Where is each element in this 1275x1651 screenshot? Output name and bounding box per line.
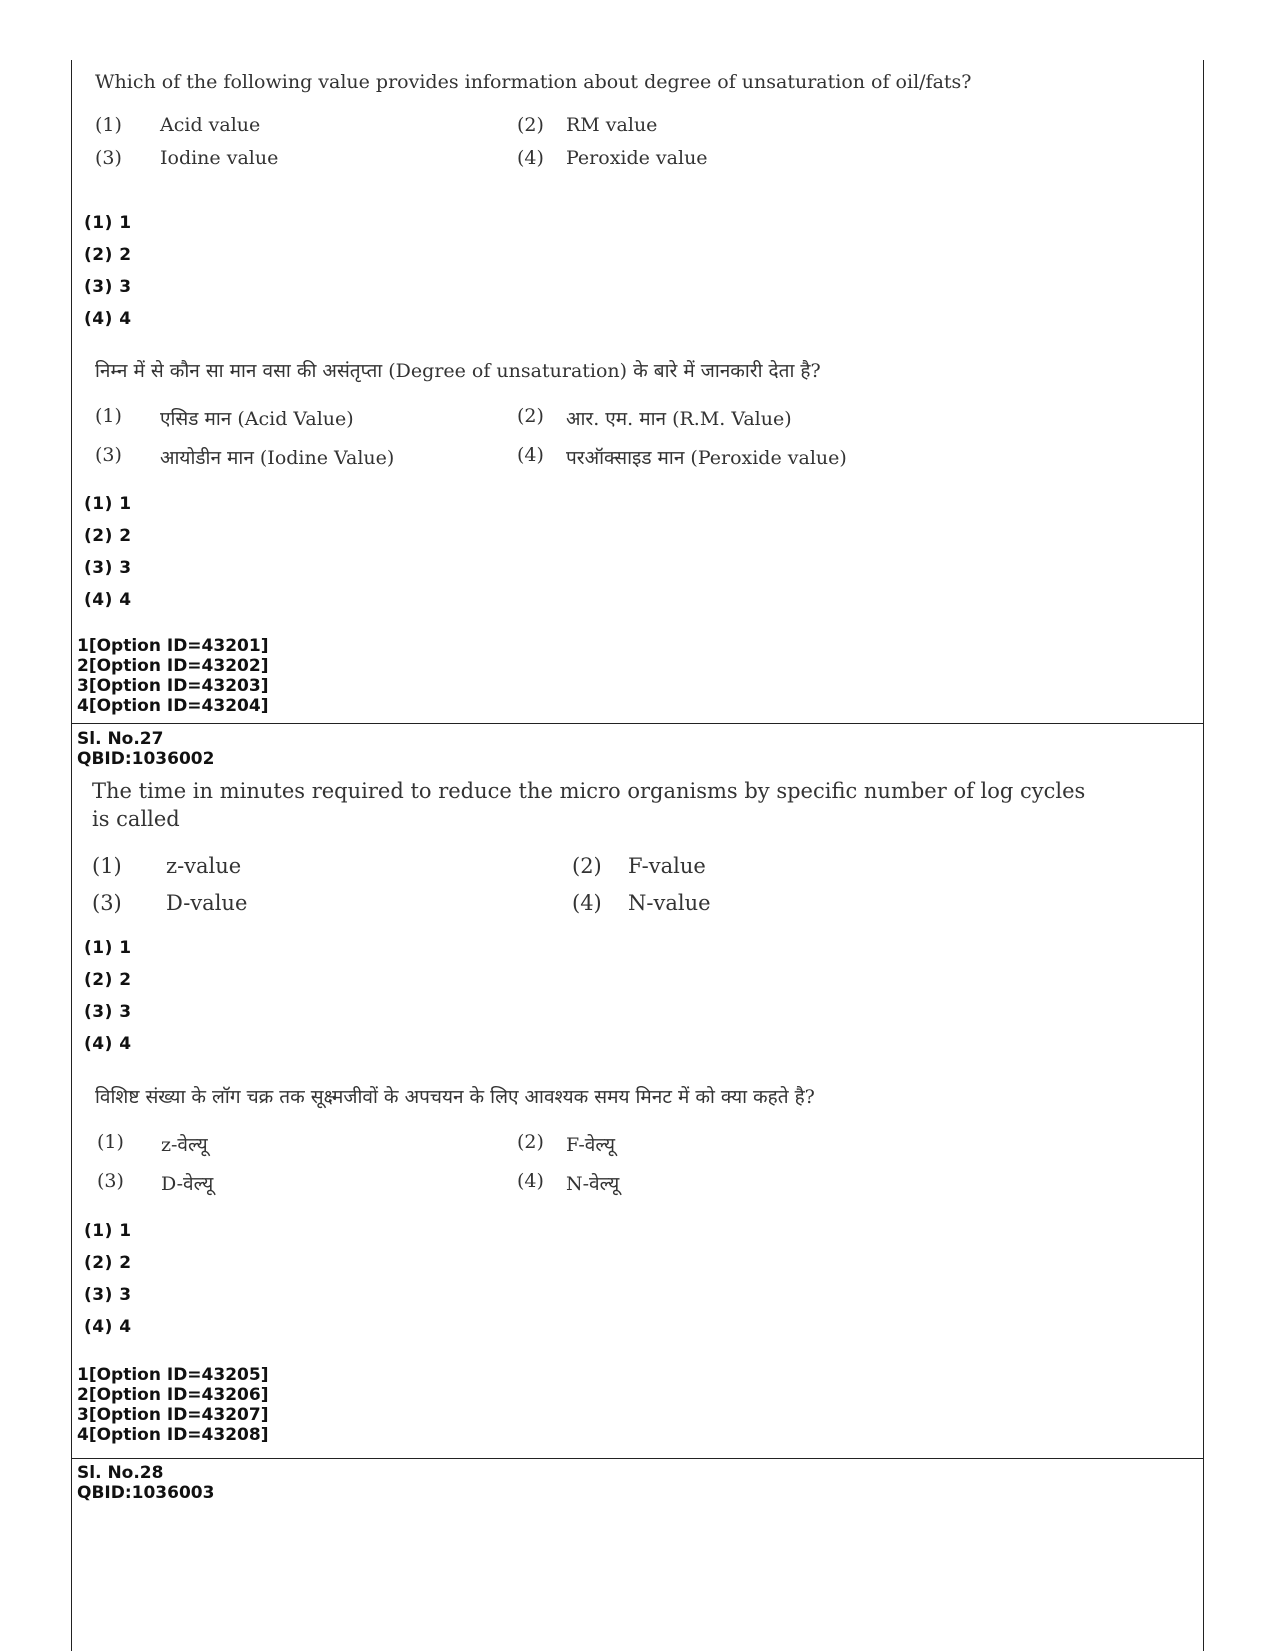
question-text-hindi: विशिष्ट संख्या के लॉग चक्र तक सूक्ष्मजीवों के अपचयन के लिए आवश्यक समय मिनट में को क्या कहते है? xyxy=(95,1086,815,1108)
answer-choice: (3) 3 xyxy=(84,558,132,578)
option-number: (2) xyxy=(572,854,602,878)
option-number: (2) xyxy=(517,405,544,427)
answer-choice: (2) 2 xyxy=(84,245,132,265)
option-number: (3) xyxy=(97,1170,124,1192)
question-text: Which of the following value provides information about degree of unsaturation of oil/fats? xyxy=(95,71,972,93)
option-text: Acid value xyxy=(160,114,261,136)
option-text: Iodine value xyxy=(160,147,279,169)
option-text: D-वेल्यू xyxy=(161,1173,214,1195)
option-text: आयोडीन मान (Iodine Value) xyxy=(160,447,395,469)
option-number: (1) xyxy=(97,1131,124,1153)
option-number: (3) xyxy=(92,891,122,915)
answer-choice: (1) 1 xyxy=(84,494,132,514)
serial-number: Sl. No.27 xyxy=(77,729,164,749)
option-id: 1[Option ID=43205] xyxy=(77,1365,269,1385)
option-text: Peroxide value xyxy=(566,147,708,169)
answer-choice: (4) 4 xyxy=(84,590,132,610)
answer-choice: (4) 4 xyxy=(84,1317,132,1337)
option-id: 2[Option ID=43206] xyxy=(77,1385,269,1405)
option-id: 4[Option ID=43204] xyxy=(77,696,269,716)
answer-choice: (3) 3 xyxy=(84,277,132,297)
option-number: (1) xyxy=(95,114,122,136)
option-number: (2) xyxy=(517,114,544,136)
answer-choice: (3) 3 xyxy=(84,1002,132,1022)
option-number: (3) xyxy=(95,444,122,466)
option-id: 1[Option ID=43201] xyxy=(77,636,269,656)
answer-choice: (4) 4 xyxy=(84,1034,132,1054)
answer-choice: (2) 2 xyxy=(84,1253,132,1273)
option-text: परऑक्साइड मान (Peroxide value) xyxy=(566,447,847,469)
option-number: (2) xyxy=(517,1131,544,1153)
option-text: z-वेल्यू xyxy=(161,1134,208,1156)
section-divider xyxy=(71,723,1204,724)
serial-number: Sl. No.28 xyxy=(77,1463,164,1483)
question-text-hindi: निम्न में से कौन सा मान वसा की असंतृप्ता (Degree of unsaturation) के बारे में जानकारी देता है? xyxy=(95,360,821,382)
option-number: (1) xyxy=(92,854,122,878)
answer-choice: (2) 2 xyxy=(84,970,132,990)
option-text: N-value xyxy=(628,891,711,915)
option-number: (1) xyxy=(95,405,122,427)
option-text: D-value xyxy=(166,891,248,915)
answer-choice: (2) 2 xyxy=(84,526,132,546)
option-id: 4[Option ID=43208] xyxy=(77,1425,269,1445)
option-id: 3[Option ID=43203] xyxy=(77,676,269,696)
qbid: QBID:1036002 xyxy=(77,749,215,769)
section-divider xyxy=(71,1458,1204,1459)
option-text: N-वेल्यू xyxy=(566,1173,620,1195)
option-number: (4) xyxy=(572,891,602,915)
option-text: F-वेल्यू xyxy=(566,1134,616,1156)
option-text: F-value xyxy=(628,854,706,878)
option-number: (4) xyxy=(517,1170,544,1192)
option-text: RM value xyxy=(566,114,658,136)
option-id: 3[Option ID=43207] xyxy=(77,1405,269,1425)
answer-choice: (1) 1 xyxy=(84,213,132,233)
question-text: The time in minutes required to reduce the micro organisms by specific number of log cycles is called xyxy=(92,779,1086,831)
option-text: एसिड मान (Acid Value) xyxy=(160,408,354,430)
option-number: (4) xyxy=(517,444,544,466)
option-number: (3) xyxy=(95,147,122,169)
option-text: आर. एम. मान (R.M. Value) xyxy=(566,408,792,430)
option-number: (4) xyxy=(517,147,544,169)
option-id: 2[Option ID=43202] xyxy=(77,656,269,676)
answer-choice: (1) 1 xyxy=(84,938,132,958)
answer-choice: (1) 1 xyxy=(84,1221,132,1241)
answer-choice: (3) 3 xyxy=(84,1285,132,1305)
option-text: z-value xyxy=(166,854,242,878)
qbid: QBID:1036003 xyxy=(77,1483,215,1503)
answer-choice: (4) 4 xyxy=(84,309,132,329)
